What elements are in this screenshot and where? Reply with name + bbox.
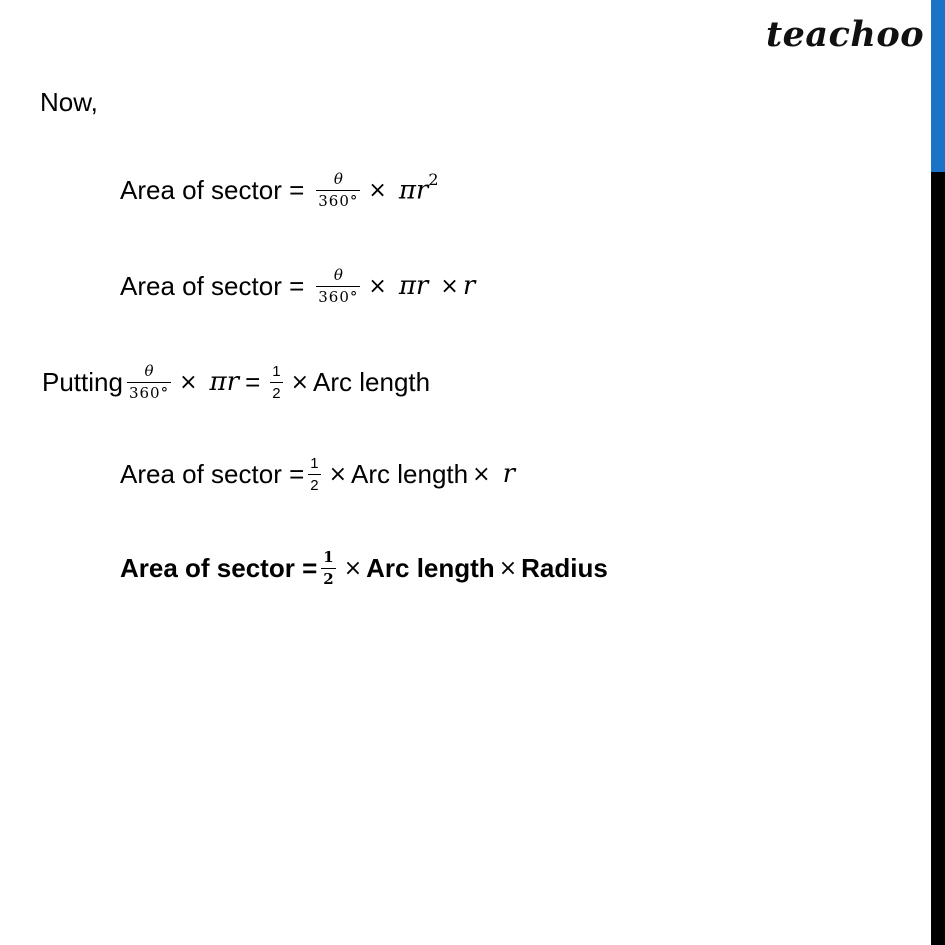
theta-over-360-fraction: $\frac{\theta}{360^\circ}$ (318, 169, 359, 210)
side-bar-accent (931, 0, 945, 172)
formula-line-2: Area of sector = $\frac{\theta}{360^\circ}$ × πr × r (120, 265, 476, 306)
pi-r-term: πr (209, 367, 240, 397)
pi-r-term: $\pi r^2$ (398, 170, 439, 206)
one-half-fraction: $\frac{1}{2}$ (323, 547, 334, 588)
result-label: Area of sector = (120, 552, 318, 583)
arc-length-text: Arc length (313, 366, 431, 397)
putting-label: Putting (42, 366, 123, 397)
r-term: r (462, 271, 476, 301)
intro-text: Now, (40, 86, 98, 117)
pi-r-term: πr (398, 271, 429, 301)
putting-line: Putting $\frac{\theta}{360^\circ}$ × πr = $\frac{1}{2}$ × Arc length (42, 361, 431, 402)
formula-2-label: Area of sector = (120, 270, 305, 301)
formula-4-label: Area of sector = (120, 458, 305, 489)
theta-over-360-fraction: $\frac{\theta}{360^\circ}$ (128, 361, 170, 402)
one-half-fraction: $\frac{1}{2}$ (272, 362, 281, 402)
arc-length-text: Arc length (351, 458, 469, 489)
formula-1-label: Area of sector = (120, 174, 305, 205)
arc-length-text: Arc length (366, 552, 495, 583)
result-line: Area of sector = $\frac{1}{2}$ × Arc length × Radius (120, 547, 608, 588)
theta-over-360-fraction: $\frac{\theta}{360^\circ}$ (318, 265, 359, 306)
teachoo-logo: teachoo (766, 14, 925, 55)
one-half-fraction: $\frac{1}{2}$ (310, 454, 319, 494)
r-term: r (502, 459, 515, 489)
formula-line-4: Area of sector = $\frac{1}{2}$ × Arc length × r (120, 454, 515, 494)
side-bar (931, 0, 945, 945)
intro-line (40, 82, 98, 122)
radius-text: Radius (521, 552, 608, 583)
formula-line-1: Area of sector = $\frac{\theta}{360^\circ}$ × $\pi r^2$ (120, 169, 439, 210)
